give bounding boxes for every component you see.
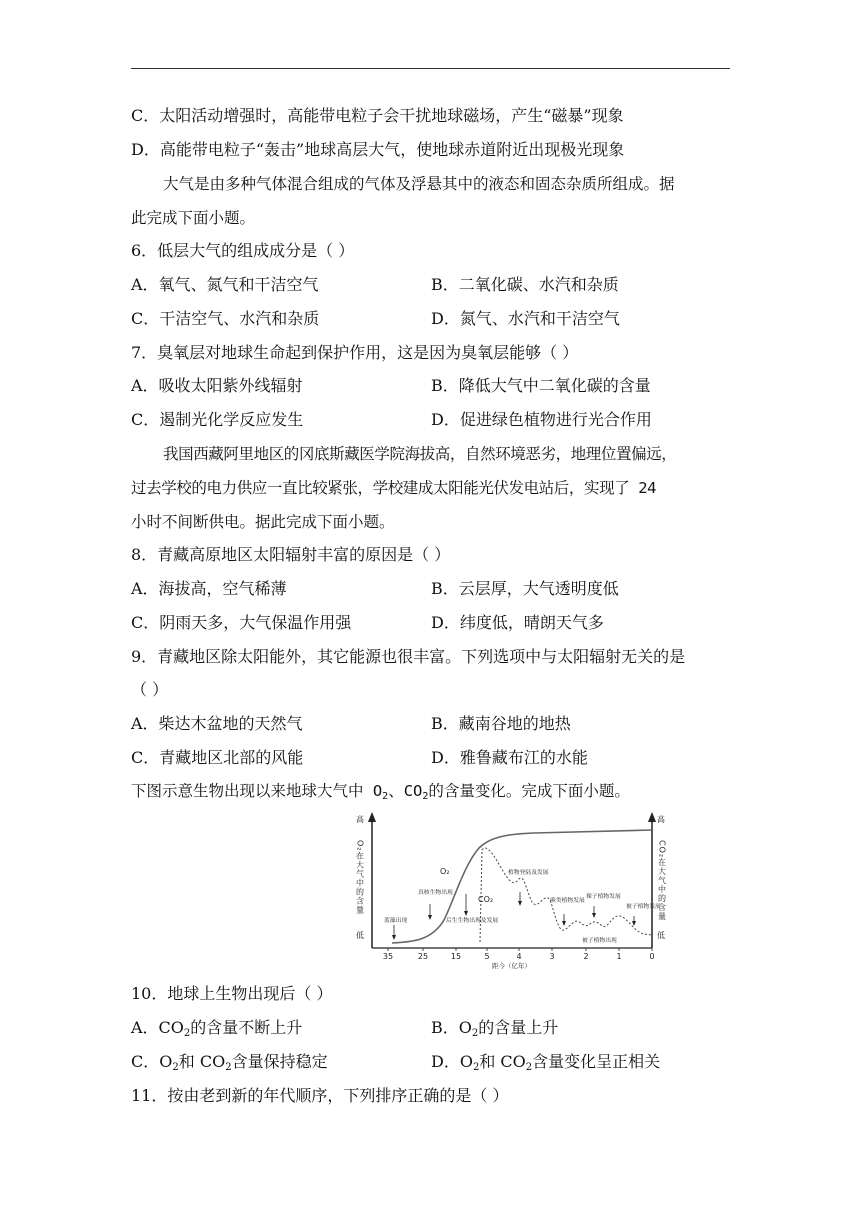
q6-option-d[interactable]: D．氮气、水汽和干洁空气 [431, 309, 620, 328]
q8-stem: 8．青藏高原地区太阳辐射丰富的原因是（ ） [131, 545, 451, 564]
q9-stem: 9．青藏地区除太阳能外，其它能源也很丰富。下列选项中与太阳辐射无关的是 [131, 647, 686, 666]
x-tick-label: 3 [549, 952, 555, 961]
annotation-ferns: 蕨类植物发展 [550, 898, 585, 904]
annotation-land-plants: 植物登陆及发展 [508, 870, 549, 876]
x-tick-label: 25 [417, 952, 429, 961]
y-right-bottom: 低 [657, 931, 665, 940]
co2-series-line [480, 848, 652, 942]
q9-option-d[interactable]: D．雅鲁藏布江的水能 [431, 748, 588, 767]
q6-stem: 6．低层大气的组成成分是（ ） [131, 241, 355, 260]
q10-option-c[interactable]: C．$O_2$和 $CO_2$含量保持稳定 [131, 1052, 328, 1073]
figure-intro: 下图示意生物出现以来地球大气中 $O_2$、$CO_2$的含量变化。完成下面小题。 [131, 782, 630, 802]
q9-option-a[interactable]: A．柴达木盆地的天然气 [131, 714, 303, 733]
annotation-metazoa: 后生生物出现及发展 [446, 918, 499, 924]
q5-option-d: D．高能带电粒子“轰击”地球高层大气，使地球赤道附近出现极光现象 [131, 140, 625, 159]
annotation-gymnosperms: 裸子植物发展 [586, 894, 621, 900]
q8-option-b[interactable]: B．云层厚，大气透明度低 [431, 579, 619, 598]
q10-stem: 10．地球上生物出现后（ ） [131, 984, 333, 1003]
right-axis-arrow [648, 812, 656, 822]
q8-option-a[interactable]: A．海拔高，空气稀薄 [131, 579, 287, 598]
q6-option-b[interactable]: B．二氧化碳、水汽和杂质 [431, 275, 619, 294]
passage-tibet-line2: 过去学校的电力供应一直比较紧张，学校建成太阳能光伏发电站后，实现了 24 [131, 479, 657, 497]
q7-option-c[interactable]: C．遏制光化学反应发生 [131, 410, 304, 429]
annotation-angiosperms-develop: 被子植物发展 [626, 904, 661, 910]
q5-option-c: C．太阳活动增强时，高能带电粒子会干扰地球磁场，产生“磁暴”现象 [131, 106, 624, 125]
passage-atmosphere-line1: 大气是由多种气体混合组成的气体及浮悬其中的液态和固态杂质所组成。据 [163, 175, 675, 193]
x-tick-label: 4 [516, 952, 522, 961]
y-left-label: O₂在大气中的含量 [355, 840, 365, 915]
annotation-cyanobacteria: 蓝藻出现 [384, 918, 408, 924]
left-axis-arrow [368, 812, 376, 822]
q6-option-c[interactable]: C．干洁空气、水汽和杂质 [131, 309, 320, 328]
q9-option-b[interactable]: B．藏南谷地的地热 [431, 714, 571, 733]
passage-atmosphere-line2: 此完成下面小题。 [131, 209, 256, 227]
passage-tibet-line3: 小时不间断供电。据此完成下面小题。 [131, 513, 395, 531]
q10-option-a[interactable]: A．$CO_2$的含量不断上升 [131, 1018, 303, 1039]
x-tick-label: 15 [450, 952, 462, 961]
q10-option-b[interactable]: B．$O_2$的含量上升 [431, 1018, 559, 1039]
q7-option-a[interactable]: A．吸收太阳紫外线辐射 [131, 376, 303, 395]
x-tick-label: 35 [382, 952, 394, 961]
x-tick-label: 1 [616, 952, 622, 961]
q9-option-c[interactable]: C．青藏地区北部的风能 [131, 748, 304, 767]
header-rule [131, 68, 730, 69]
annotation-eukaryote: 真核生物出现 [418, 890, 453, 896]
q7-option-b[interactable]: B．降低大气中二氧化碳的含量 [431, 376, 651, 395]
q8-option-c[interactable]: C．阴雨天多，大气保温作用强 [131, 613, 352, 632]
y-right-top: 高 [657, 815, 665, 824]
o2-series-line [392, 830, 652, 943]
passage-tibet-line1: 我国西藏阿里地区的冈底斯藏医学院海拔高，自然环境恶劣，地理位置偏远， [163, 445, 677, 463]
y-left-top: 高 [356, 815, 364, 824]
x-tick-label: 0 [649, 952, 655, 961]
o2-co2-chart [354, 810, 670, 970]
q8-option-d[interactable]: D．纬度低，晴朗天气多 [431, 613, 604, 632]
o2-series-label: O₂ [440, 867, 450, 876]
y-right-label: CO₂在大气中的含量 [657, 840, 667, 922]
annotation-angiosperms-appear: 被子植物出现 [582, 938, 617, 944]
q9-stem-bracket: （ ） [131, 680, 169, 699]
x-axis-label: 距今（亿年） [492, 962, 531, 970]
x-tick-label: 2 [583, 952, 589, 961]
x-tick-label: 5 [484, 952, 490, 961]
q10-option-d[interactable]: D．$O_2$和 $CO_2$含量变化呈正相关 [431, 1052, 661, 1073]
y-left-bottom: 低 [356, 931, 364, 940]
q11-stem: 11．按由老到新的年代顺序，下列排序正确的是（ ） [131, 1086, 509, 1105]
q6-option-a[interactable]: A．氧气、氮气和干洁空气 [131, 275, 319, 294]
q7-option-d[interactable]: D．促进绿色植物进行光合作用 [431, 410, 652, 429]
co2-series-label: CO₂ [478, 895, 494, 904]
q7-stem: 7．臭氧层对地球生命起到保护作用，这是因为臭氧层能够（ ） [131, 343, 579, 362]
